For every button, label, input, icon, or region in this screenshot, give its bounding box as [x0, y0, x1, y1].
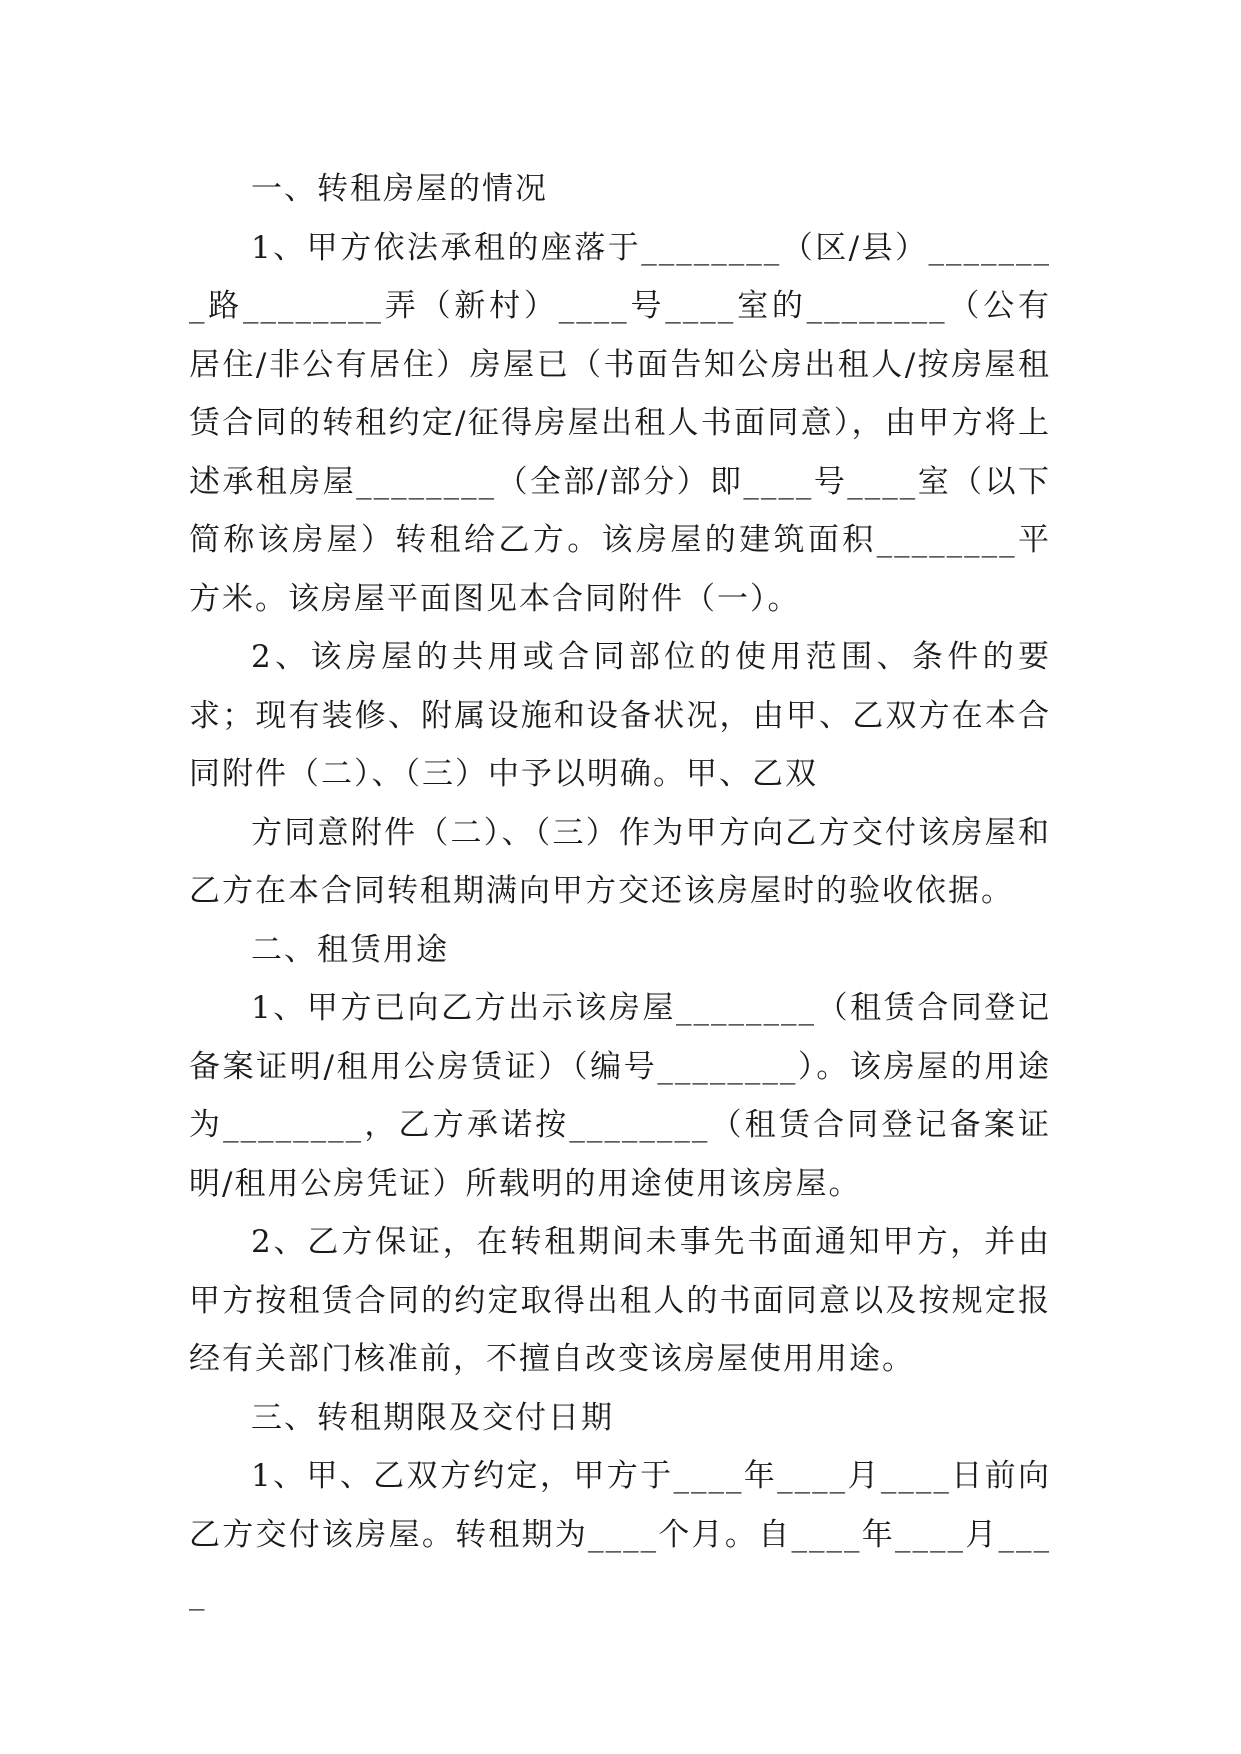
section-heading-3: 三、转租期限及交付日期 [251, 1399, 614, 1436]
section-heading-2: 二、租赁用途 [251, 931, 449, 968]
paragraph-1-1: 1、甲方依法承租的座落于________（区/县）________路________弄（新村）____号____室的________（公有居住/非公有居住）房屋已（书面告知公房出租人/按房屋租赁合同的转租约定/征得房屋出租人书面同意），由甲方将上述承租房屋________（全部/部分）即____号____室（以下简称该房屋）转租给乙方。该房屋的建筑面积________平方米。该房屋平面图见本合同附件（一）。 [189, 229, 1051, 617]
paragraph-2-1: 1、甲方已向乙方出示该房屋________（租赁合同登记备案证明/租用公房赁证）（编号________）。该房屋的用途为________，乙方承诺按________（租赁合同登记备案证明/租用公房凭证）所载明的用途使用该房屋。 [189, 990, 1051, 1202]
paragraph-3-1: 1、甲、乙双方约定，甲方于____年____月____日前向乙方交付该房屋。转租期为____个月。自____年____月____ [189, 1458, 1051, 1611]
paragraph-1-2-continued: 方同意附件（二）、（三）作为甲方向乙方交付该房屋和乙方在本合同转租期满向甲方交还该房屋时的验收依据。 [189, 814, 1051, 909]
document-body [189, 160, 1051, 1623]
paragraph-1-2: 2、该房屋的共用或合同部位的使用范围、条件的要求；现有装修、附属设施和设备状况，由甲、乙双方在本合同附件（二）、（三）中予以明确。甲、乙双 [189, 639, 1051, 792]
section-heading-1: 一、转租房屋的情况 [251, 171, 548, 207]
paragraph-2-2: 2、乙方保证，在转租期间未事先书面通知甲方，并由甲方按租赁合同的约定取得出租人的书面同意以及按规定报经有关部门核准前，不擅自改变该房屋使用用途。 [189, 1224, 1051, 1377]
